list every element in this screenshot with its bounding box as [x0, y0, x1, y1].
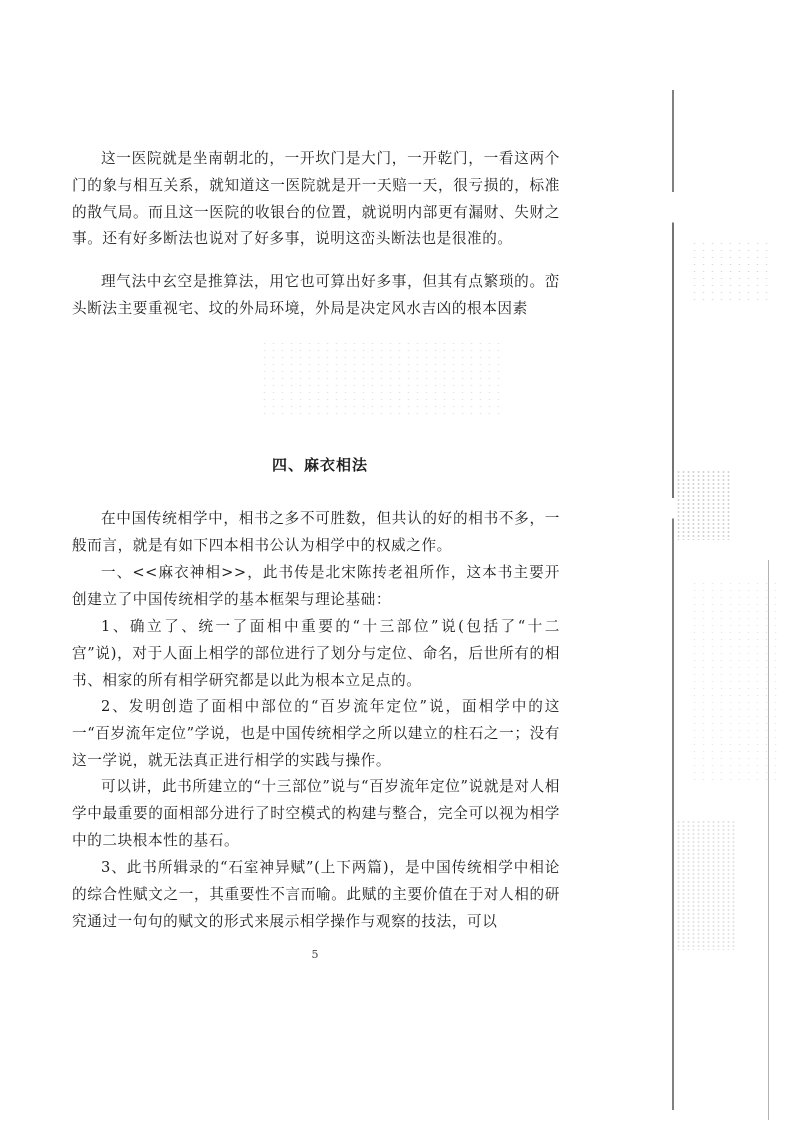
- scan-smudge: [676, 820, 736, 950]
- body-paragraph: 一、<<麻衣神相>>，此书传是北宋陈抟老祖所作，这本书主要开创建立了中国传统相学的基本框架与理论基础：: [72, 564, 560, 608]
- body-paragraph: 理气法中玄空是推算法，用它也可算出好多事，但其有点繁琐的。峦头断法主要重视宅、坟的外局环境，外局是决定风水吉凶的根本因素: [72, 273, 560, 317]
- body-paragraph: 3、此书所辑录的“石室神异赋”(上下两篇)，是中国传统相学中相论的综合性赋文之一，其重要性不言而喻。此赋的主要价值在于对人相的研究通过一句句的赋文的形式来展示相学操作与观察的技法，可以: [72, 859, 560, 930]
- scan-noise: [690, 240, 770, 300]
- page-number: 5: [311, 948, 319, 961]
- body-paragraph: 在中国传统相学中，相书之多不可胜数，但共认的好的相书不多，一般而言，就是有如下四本相书公认为相学中的权威之作。: [72, 510, 560, 554]
- scan-noise: [260, 340, 500, 420]
- body-paragraph: 1、确立了、统一了面相中重要的“十三部位”说(包括了“十二宫”说)，对于人面上相学的部位进行了划分与定位、命名，后世所有的相书、相家的所有相学研究都是以此为根本立足点的。: [72, 618, 560, 689]
- section-heading: 四、麻衣相法: [271, 456, 368, 474]
- scan-margin-line: [672, 90, 674, 1110]
- body-paragraph: 这一医院就是坐南朝北的，一开坎门是大门，一开乾门，一看这两个门的象与相互关系，就知道这一医院就是开一天赔一天，很亏损的，标准的散气局。而且这一医院的收银台的位置，就说明内部更有漏财、失财之事。还有好多断法也说对了好多事，说明这峦头断法也是很准的。: [72, 150, 560, 248]
- scan-noise: [690, 580, 780, 780]
- body-paragraph: 2、发明创造了面相中部位的“百岁流年定位”说，面相学中的这一“百岁流年定位”学说，也是中国传统相学之所以建立的柱石之一；没有这一学说，就无法真正进行相学的实践与操作。: [72, 698, 560, 769]
- scan-smudge: [676, 470, 732, 540]
- body-paragraph: 可以讲，此书所建立的“十三部位”说与“百岁流年定位”说就是对人相学中最重要的面相部分进行了时空模式的构建与整合，完全可以视为相学中的二块根本性的基石。: [72, 778, 560, 849]
